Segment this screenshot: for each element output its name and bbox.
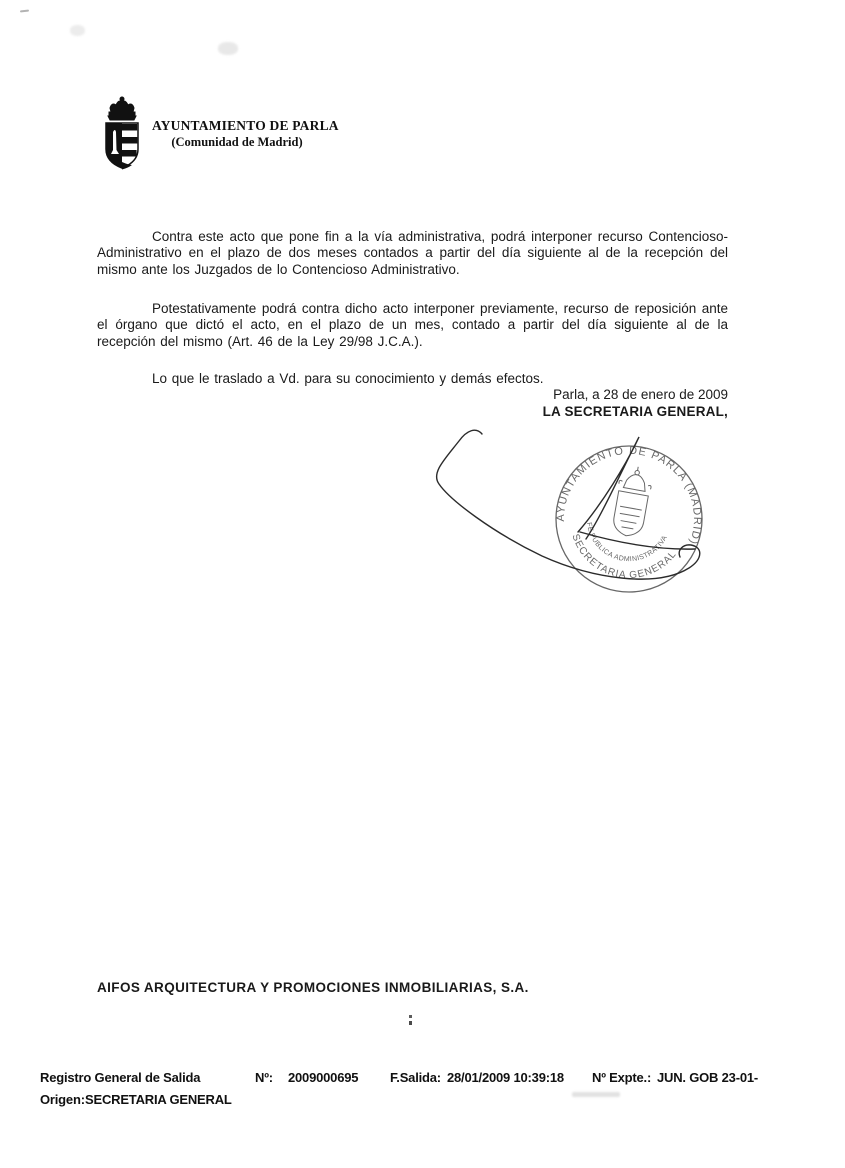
registry-fsalida-label: F.Salida: [390, 1070, 441, 1085]
organization-name: AYUNTAMIENTO DE PARLA [152, 118, 339, 133]
place-date-line: Parla, a 28 de enero de 2009 [553, 387, 728, 402]
letterhead [100, 96, 339, 170]
body-paragraph-3: Lo que le traslado a Vd. para su conocimiento y demás efectos. [152, 370, 544, 386]
addressee-name: AIFOS ARQUITECTURA Y PROMOCIONES INMOBILIARIAS, S.A. [97, 980, 529, 995]
registry-title: Registro General de Salida [40, 1070, 201, 1085]
registry-number-value: 2009000695 [288, 1070, 359, 1085]
stamp-emblem-icon [610, 464, 654, 539]
body-paragraph-2: Potestativamente podrá contra dicho acto interponer previamente, recurso de reposición ante el órgano que dictó el acto, en el plazo de un mes, contado a partir del día siguiente al de la recepción del mismo (Art. 46 de la Ley 29/98 J.C.A.). [97, 300, 728, 349]
registry-origen-label: Origen: [40, 1092, 85, 1107]
stamp-inner-text: FE PUBLICA ADMINISTRATIVA [585, 521, 669, 564]
body-paragraph-1: Contra este acto que pone fin a la vía administrativa, podrá interponer recurso Contencioso-Administrativo en el plazo de dos meses contados a partir del día siguiente al de la recepción del mismo ante los Juzgados de lo Contencioso Administrativo. [97, 228, 728, 277]
scan-artifact-smudge [70, 25, 85, 36]
stamp-bottom-text: SECRETARIA GENERAL [569, 532, 680, 582]
scan-artifact-smudge [218, 42, 238, 55]
scan-artifact-dash [20, 10, 29, 13]
registry-number-label: Nº: [255, 1070, 273, 1085]
registry-expte-value: JUN. GOB 23-01- [657, 1070, 759, 1085]
registry-expte-label: Nº Expte.: [592, 1070, 652, 1085]
stamp-outer-text: AYUNTAMIENTO DE PARLA (MADRID) [554, 444, 704, 547]
signature-block [543, 386, 728, 420]
registry-footer [40, 1070, 830, 1120]
organization-subtitle: (Comunidad de Madrid) [171, 135, 303, 149]
parla-coat-of-arms-icon [100, 96, 144, 170]
svg-text:AYUNTAMIENTO DE PARLA (MADRID) [553, 433, 715, 547]
registry-fsalida-value: 28/01/2009 10:39:18 [447, 1070, 564, 1085]
registry-origen-value: SECRETARIA GENERAL [85, 1092, 232, 1107]
scan-artifact-mark [409, 1015, 413, 1026]
signer-title: LA SECRETARIA GENERAL, [542, 404, 728, 419]
stamp-and-signature [430, 420, 730, 615]
